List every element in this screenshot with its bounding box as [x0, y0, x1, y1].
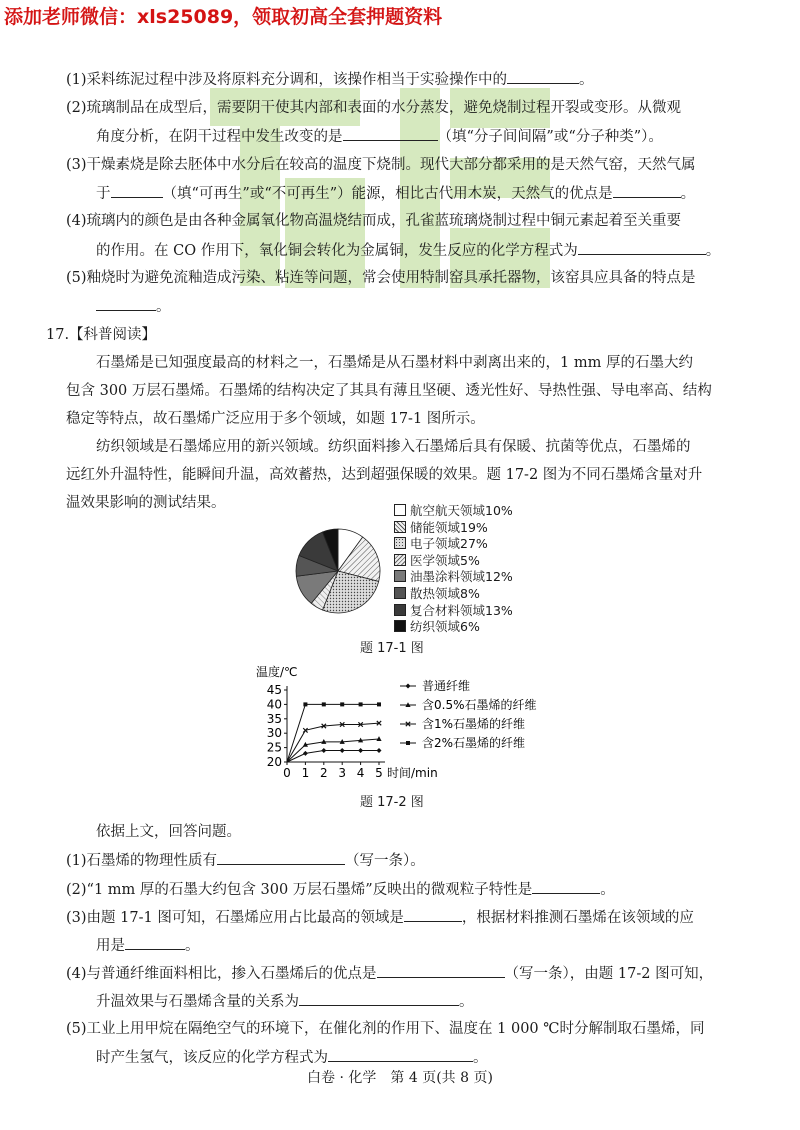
q17-paragraph2-line2: 远红外升温特性，能瞬间升温，高效蓄热，达到超强保暖的效果。题 17-2 图为不同石墨烯含量对升 [66, 467, 703, 483]
pie-legend-entry [394, 536, 488, 552]
answer-blank [578, 240, 706, 255]
q16-part1: (1)采料练泥过程中涉及将原料充分调和，该操作相当于实验操作中的 。 [66, 69, 594, 90]
q17-paragraph2-line1: 纺织领域是石墨烯应用的新兴领域。纺织面料掺入石墨烯后具有保暖、抗菌等优点，石墨烯的 [96, 439, 691, 455]
pie-legend-entry [394, 569, 513, 585]
y-tick-label: 45 [266, 683, 282, 697]
answer-blank [532, 879, 600, 894]
q16-part4-line2: 的作用。在 CO 作用下，氧化铜会转化为金属铜，发生反应的化学方程式为 。 [96, 240, 720, 261]
q16-part5-line1: (5)釉烧时为避免流釉造成污染、粘连等问题，常会使用特制窑具承托器物，该窑具应具备的特点是 [66, 270, 696, 286]
legend-label: 含0.5%石墨烯的纤维 [422, 698, 537, 712]
q17-3-line2: 用是 。 [96, 935, 200, 956]
y-tick-label: 30 [266, 726, 282, 741]
data-point [340, 748, 345, 753]
q17-4-line2: 升温效果与石墨烯含量的关系为 。 [96, 991, 474, 1012]
data-point [377, 748, 382, 753]
legend-swatch [394, 504, 406, 516]
promo-banner: 添加老师微信：xls25089，领取初高全套押题资料 [4, 6, 443, 28]
q17-5-line1: (5)工业上用甲烷在隔绝空气的环境下，在催化剂的作用下、温度在 1 000 ℃时分解制取石墨烯，同 [66, 1021, 705, 1037]
q17-paragraph2-line3: 温效果影响的测试结果。 [66, 495, 226, 511]
legend-swatch [394, 537, 406, 549]
pie-legend-entry [394, 520, 488, 536]
x-tick-label: 5 [375, 766, 383, 780]
series-line [287, 750, 379, 762]
data-point [340, 702, 344, 706]
legend-swatch [394, 570, 406, 582]
legend-label: 电子领域27% [410, 536, 488, 552]
line-chart [254, 664, 564, 784]
data-point [358, 748, 363, 753]
q16-part3-line1: (3)干燥素烧是除去胚体中水分后在较高的温度下烧制。现代大部分都采用的是天然气窑，天然气属 [66, 157, 696, 173]
data-point [303, 751, 308, 756]
page-footer: 白卷 · 化学 第 4 页(共 8 页) [307, 1070, 493, 1086]
q17-paragraph1-line3: 稳定等特点，故石墨烯广泛应用于多个领域，如题 17-1 图所示。 [66, 411, 485, 427]
data-point [322, 702, 326, 706]
data-point [321, 748, 326, 753]
legend-marker [406, 684, 411, 689]
q17-paragraph1-line1: 石墨烯是已知强度最高的材料之一，石墨烯是从石墨材料中剥离出来的，1 mm 厚的石墨大约 [96, 355, 693, 371]
q16-part2-line1: (2)琉璃制品在成型后，需要阴干使其内部和表面的水分蒸发，避免烧制过程开裂或变形。从微观 [66, 100, 682, 116]
q17-4-line1: (4)与普通纤维面料相比，掺入石墨烯后的优点是 （写一条），由题 17-2 图可知， [66, 963, 713, 984]
figure-17-1-caption: 题 17-1 图 [360, 641, 424, 656]
x-tick-label: 3 [338, 766, 347, 780]
legend-label: 油墨涂料领域12% [410, 569, 513, 585]
q17-paragraph1-line2: 包含 300 万层石墨烯。石墨烯的结构决定了其具有薄且坚硬、透光性好、导热性强、导电率高、结构 [66, 383, 712, 399]
answer-blank [507, 69, 579, 84]
y-tick-label: 40 [266, 697, 282, 712]
q17-intro: 依据上文，回答问题。 [96, 824, 241, 840]
legend-label: 含1%石墨烯的纤维 [422, 717, 526, 731]
legend-swatch [394, 587, 406, 599]
q17-3-line1: (3)由题 17-1 图可知，石墨烯应用占比最高的领域是 ，根据材料推测石墨烯在该领域的应 [66, 907, 694, 928]
legend-label: 复合材料领域13% [410, 602, 513, 618]
answer-blank [111, 183, 163, 198]
data-point [303, 702, 307, 706]
answer-blank [125, 935, 185, 950]
pie-legend-entry [394, 553, 480, 569]
pie-legend-entry [394, 619, 480, 635]
x-axis-label: 时间/min [387, 766, 438, 780]
pie-legend-entry [394, 586, 480, 602]
series-line [287, 723, 379, 762]
x-tick-label: 1 [301, 766, 310, 780]
legend-label: 航空航天领域10% [410, 503, 513, 518]
legend-swatch [394, 521, 406, 533]
answer-blank [343, 126, 438, 141]
legend-label: 普通纤维 [422, 679, 471, 693]
q17-1: (1)石墨烯的物理性质有 （写一条）。 [66, 850, 425, 871]
q17-5-line2: 时产生氢气，该反应的化学方程式为 。 [96, 1047, 488, 1068]
q17-header: 17.【科普阅读】 [46, 327, 157, 343]
x-tick-label: 4 [356, 766, 365, 780]
q17-2: (2)“1 mm 厚的石墨大约包含 300 万层石墨烯”反映出的微观粒子特性是 。 [66, 879, 615, 900]
x-tick-label: 2 [319, 766, 328, 780]
y-tick-label: 35 [266, 711, 282, 726]
pie-legend-entry [394, 603, 513, 619]
legend-label: 纺织领域6% [410, 619, 480, 635]
answer-blank [328, 1047, 473, 1062]
legend-label: 储能领域19% [410, 519, 488, 535]
y-tick-label: 20 [266, 755, 282, 769]
x-tick-label: 0 [283, 766, 291, 780]
legend-marker [406, 741, 410, 745]
y-axis-label: 温度/℃ [256, 665, 298, 679]
pie-legend-entry [394, 503, 513, 519]
q16-part4-line1: (4)琉璃内的颜色是由各种金属氧化物高温烧结而成，孔雀蓝琉璃烧制过程中铜元素起着至关重要 [66, 213, 682, 229]
answer-blank [217, 850, 345, 865]
y-tick-label: 25 [266, 740, 282, 755]
q16-part5-line2: 。 [96, 296, 171, 317]
data-point [359, 702, 363, 706]
answer-blank [613, 183, 681, 198]
answer-blank [96, 296, 156, 311]
legend-label: 含2%石墨烯的纤维 [422, 736, 526, 750]
q16-part3-line2: 于 （填“可再生”或“不可再生”）能源，相比古代用木炭，天然气的优点是 。 [96, 183, 695, 204]
legend-label: 医学领域5% [410, 552, 480, 568]
legend-swatch [394, 620, 406, 632]
answer-blank [377, 963, 505, 978]
series-line [287, 704, 379, 762]
legend-swatch [394, 604, 406, 616]
data-point [377, 702, 381, 706]
q16-part2-line2: 角度分析，在阴干过程中发生改变的是 （填“分子间间隔”或“分子种类”）。 [96, 126, 663, 147]
legend-label: 散热领域8% [410, 586, 480, 601]
pie-chart [290, 513, 390, 633]
answer-blank [299, 991, 459, 1006]
figure-17-2-caption: 题 17-2 图 [360, 795, 424, 810]
data-point [376, 736, 381, 741]
legend-swatch [394, 554, 406, 566]
answer-blank [404, 907, 462, 922]
